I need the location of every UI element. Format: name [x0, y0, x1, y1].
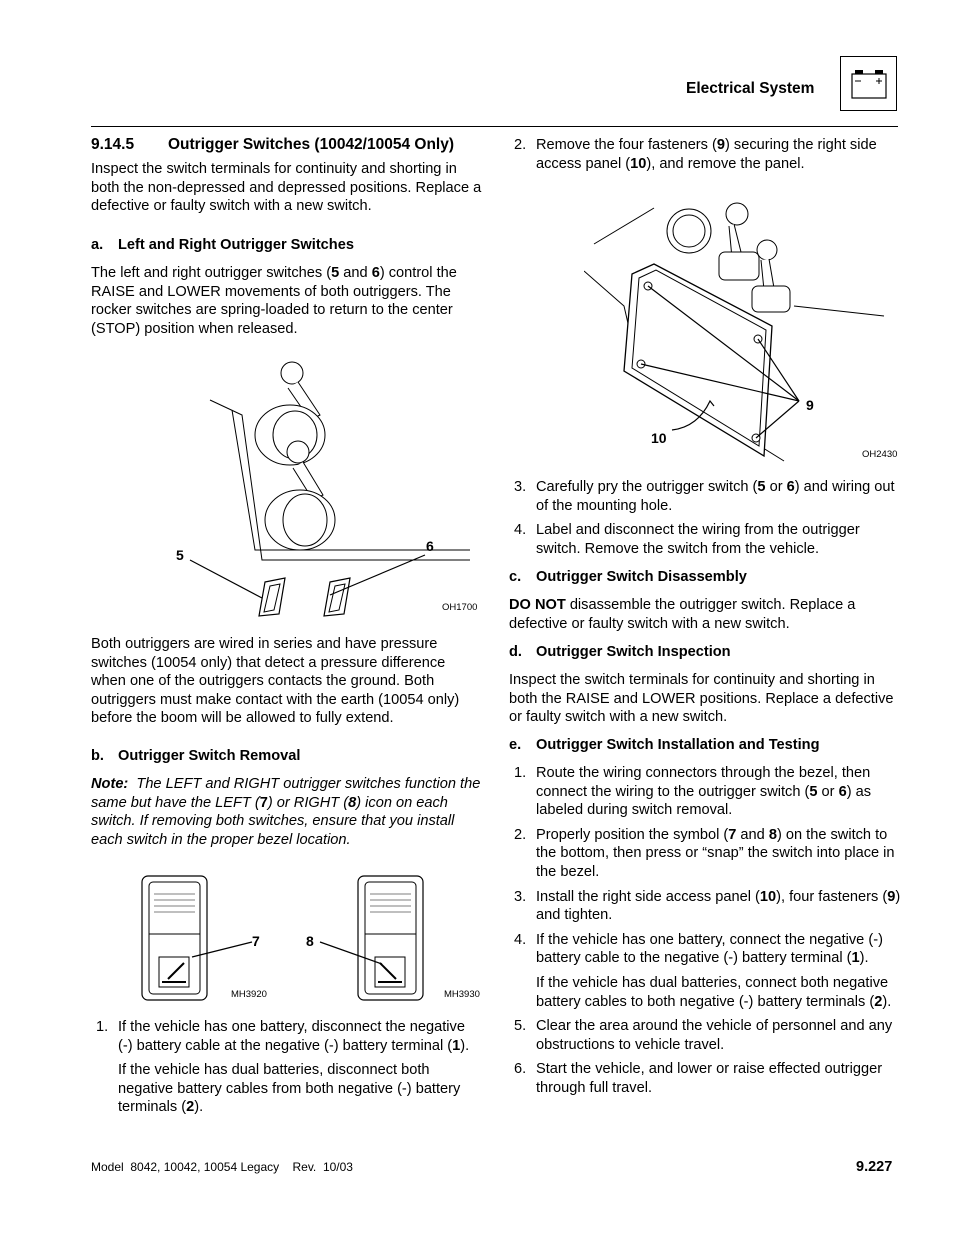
callout-5: 5	[176, 547, 184, 563]
footer-model: Model 8042, 10042, 10054 Legacy Rev. 10/03	[91, 1160, 353, 1174]
figure-access-panel	[584, 196, 898, 466]
subheading-a: a. Left and Right Outrigger Switches	[91, 237, 354, 253]
callout-9: 9	[806, 397, 814, 413]
subheading-e: e. Outrigger Switch Installation and Testing	[509, 737, 820, 753]
figure-outrigger-switches	[170, 360, 480, 620]
list-item-e5: 5. Clear the area around the vehicle of personnel and any obstructions to vehicle travel.	[514, 1018, 893, 1053]
callout-7: 7	[252, 933, 260, 949]
subheading-b: b. Outrigger Switch Removal	[91, 748, 301, 764]
figure-code-left: MH3920	[231, 989, 267, 1000]
intro-paragraph: Inspect the switch terminals for continuity and shorting in both the non-depressed and depressed positions. Replace a defective or faulty switch with a new switch.	[91, 161, 482, 215]
list-item-e1: 1. Route the wiring connectors through the bezel, then connect the wiring to the outrigger switch (5 or 6) as labeled during switch removal.	[514, 765, 872, 819]
section-heading	[91, 136, 483, 155]
subheading-c: c. Outrigger Switch Disassembly	[509, 569, 747, 585]
section-number: 9.14.5	[91, 136, 135, 153]
list-item-step-1: 1. If the vehicle has one battery, disconnect the negative (-) battery cable at the negative (-) battery terminal (1). If the vehicle has dual batteries, disconnect both negative battery cables from both negative (-) battery terminals (2).	[96, 1019, 470, 1116]
callout-6: 6	[426, 538, 434, 554]
list-item-e3: 3. Install the right side access panel (10), four fasteners (9) and tighten.	[514, 888, 901, 924]
subheading-d: d. Outrigger Switch Inspection	[509, 644, 731, 660]
note-paragraph: Note: The LEFT and RIGHT outrigger switches function the same but have the LEFT (7) or RIGHT (8) icon on each switch. If removing both switches, ensure that you install each switch in the proper bezel location.	[91, 776, 481, 848]
paragraph-a: The left and right outrigger switches (5 and 6) control the RAISE and LOWER movements of both outriggers. The rocker switches are spring-loaded to return to the center (STOP) position when released.	[91, 265, 457, 337]
list-item-e4: 4. If the vehicle has one battery, connect the negative (-) battery cable to the negative (-) battery terminal (1). If the vehicle has dual batteries, connect both negative battery cables to both negative (-) battery terminals (2).	[514, 931, 892, 1010]
figure-code: OH1700	[442, 602, 478, 613]
leader-line-6	[330, 555, 425, 595]
battery-icon	[840, 56, 897, 111]
header-title: Electrical System	[686, 80, 815, 97]
page-number: 9.227	[856, 1159, 893, 1175]
list-item-step-4: 4. Label and disconnect the wiring from the outrigger switch. Remove the switch from the vehicle.	[514, 522, 860, 557]
paragraph-both-outriggers: Both outriggers are wired in series and have pressure switches (10054 only) that detect a pressure difference when one of the outriggers contacts the ground. Both outriggers must make contact with the earth (10054 only) before the boom will be allowed to fully extend.	[91, 636, 460, 727]
header-rule	[91, 126, 898, 127]
list-item-step-3: 3. Carefully pry the outrigger switch (5 or 6) and wiring out of the mounting hole.	[514, 479, 895, 514]
paragraph-d: Inspect the switch terminals for continuity and shorting in both the RAISE and LOWER positions. Replace a defective or faulty switch with a new switch.	[509, 672, 894, 726]
section-title: Outrigger Switches (10042/10054 Only)	[168, 136, 455, 153]
list-item-step-2: 2. Remove the four fasteners (9) securing the right side access panel (10), and remove the panel.	[514, 137, 877, 172]
list-item-e6: 6. Start the vehicle, and lower or raise effected outrigger through full travel.	[514, 1061, 883, 1096]
figure-code-oh2430: OH2430	[862, 449, 898, 460]
paragraph-c: DO NOT disassemble the outrigger switch. Replace a defective or faulty switch with a new switch.	[509, 597, 856, 632]
figure-code-right: MH3930	[444, 989, 480, 1000]
callout-10: 10	[651, 430, 667, 446]
list-item-e2: 2. Properly position the symbol (7 and 8) on the switch to the bottom, then press or “snap” the switch into place in the bezel.	[514, 826, 895, 880]
callout-8: 8	[306, 933, 314, 949]
leader-line-5	[190, 560, 262, 598]
